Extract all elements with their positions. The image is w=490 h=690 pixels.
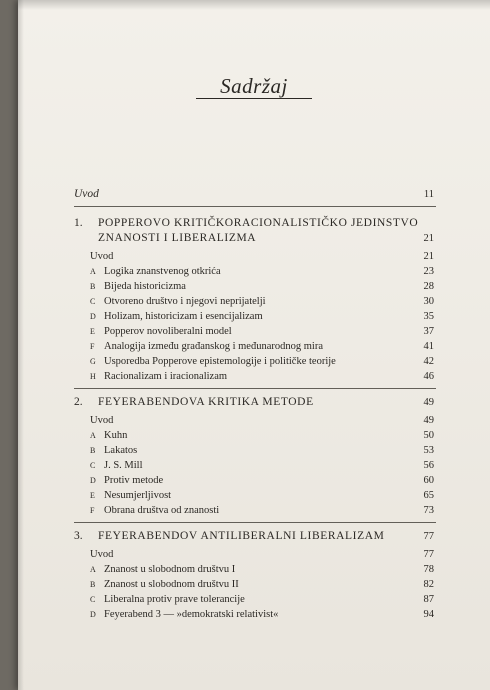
page-top-shadow (18, 0, 490, 10)
entry-letter: D (90, 476, 97, 485)
toc-entry-label: Bijeda historicizma (104, 281, 186, 292)
toc-entry-label: Lakatos (104, 445, 138, 456)
toc-entry-label: Obrana društva od znanosti (104, 505, 220, 516)
entry-letter: H (90, 372, 97, 381)
chapter-page: 49 (423, 397, 434, 408)
toc-intro-page: 11 (423, 189, 434, 200)
entry-letter: G (90, 357, 97, 366)
chapter-number: 2. (74, 396, 83, 408)
entry-letter: A (90, 267, 97, 276)
chapter-title: FEYERABENDOV ANTILIBERALNI LIBERALIZAM (98, 530, 385, 542)
toc-intro-label: Uvod (74, 188, 99, 200)
toc-entry-label: Uvod (90, 251, 114, 262)
entry-letter: B (90, 446, 96, 455)
page-title: Sadržaj (220, 74, 288, 98)
entry-letter: F (90, 506, 95, 515)
toc-entry-label: Otvoreno društvo i njegovi neprijatelji (104, 296, 266, 307)
divider (74, 388, 436, 389)
toc-entry-label: Znanost u slobodnom društvu I (104, 564, 236, 575)
chapter-number: 3. (74, 530, 83, 542)
toc-entry-page: 50 (423, 430, 434, 441)
toc-entry-page: 46 (423, 371, 434, 382)
toc-entry-page: 49 (423, 415, 434, 426)
toc-entry-label: Popperov novoliberalni model (104, 326, 232, 337)
toc-entry-page: 41 (423, 341, 434, 352)
toc-entry-page: 30 (423, 296, 434, 307)
entry-letter: B (90, 580, 96, 589)
toc-entry-page: 82 (423, 579, 434, 590)
toc-entry-page: 35 (423, 311, 434, 322)
toc-entry-label: Znanost u slobodnom društvu II (104, 579, 239, 590)
toc-entry-label: Analogija između građanskog i međunarodnog mira (104, 341, 323, 352)
toc-entry-label: Liberalna protiv prave tolerancije (104, 594, 245, 605)
toc-entry-label: Usporedba Popperove epistemologije i političke teorije (104, 356, 336, 367)
toc-entry-page: 73 (423, 505, 434, 516)
entry-letter: D (90, 312, 97, 321)
entry-letter: C (90, 297, 96, 306)
entry-letter: E (90, 491, 96, 500)
entry-letter: E (90, 327, 96, 336)
toc-entry-label: Protiv metode (104, 475, 164, 486)
chapter-number: 1. (74, 217, 83, 229)
title-underline (196, 98, 312, 99)
toc-entry-label: Nesumjerljivost (104, 490, 172, 501)
toc-entry-page: 87 (423, 594, 434, 605)
toc-entry-label: Feyerabend 3 — »demokratski relativist« (104, 609, 279, 620)
toc-entry-page: 77 (423, 549, 434, 560)
toc-entry-label: Kuhn (104, 430, 128, 441)
toc-entry-page: 56 (423, 460, 434, 471)
toc-entry-label: Holizam, historicizam i esencijalizam (104, 311, 263, 322)
entry-letter: C (90, 595, 96, 604)
toc-entry-page: 78 (423, 564, 434, 575)
page-gutter-shadow (18, 0, 24, 690)
toc-entry-page: 42 (423, 356, 434, 367)
entry-letter: C (90, 461, 96, 470)
entry-letter: A (90, 565, 97, 574)
toc-entry-label: Uvod (90, 549, 114, 560)
book-page (18, 0, 490, 690)
toc-entry-label: Logika znanstvenog otkrića (104, 266, 221, 277)
toc-entry-page: 21 (423, 251, 434, 262)
chapter-title: FEYERABENDOVA KRITIKA METODE (98, 396, 314, 408)
divider (74, 206, 436, 207)
entry-letter: F (90, 342, 95, 351)
toc-entry-label: Uvod (90, 415, 114, 426)
chapter-title: POPPEROVO KRITIČKORACIONALISTIČKO JEDINSTVO (98, 217, 419, 229)
toc-entry-page: 37 (423, 326, 434, 337)
entry-letter: A (90, 431, 97, 440)
chapter-page: 77 (423, 531, 434, 542)
toc-entry-label: J. S. Mill (104, 460, 143, 471)
toc-entry-page: 94 (423, 609, 434, 620)
toc-entry-label: Racionalizam i iracionalizam (104, 371, 228, 382)
chapter-page: 21 (423, 233, 434, 244)
entry-letter: D (90, 610, 97, 619)
toc-entry-page: 53 (423, 445, 434, 456)
toc-entry-page: 60 (423, 475, 434, 486)
chapter-title-line2: ZNANOSTI I LIBERALIZMA (98, 232, 257, 244)
toc-entry-page: 23 (423, 266, 434, 277)
toc-entry-page: 28 (423, 281, 434, 292)
entry-letter: B (90, 282, 96, 291)
divider (74, 522, 436, 523)
toc-entry-page: 65 (423, 490, 434, 501)
